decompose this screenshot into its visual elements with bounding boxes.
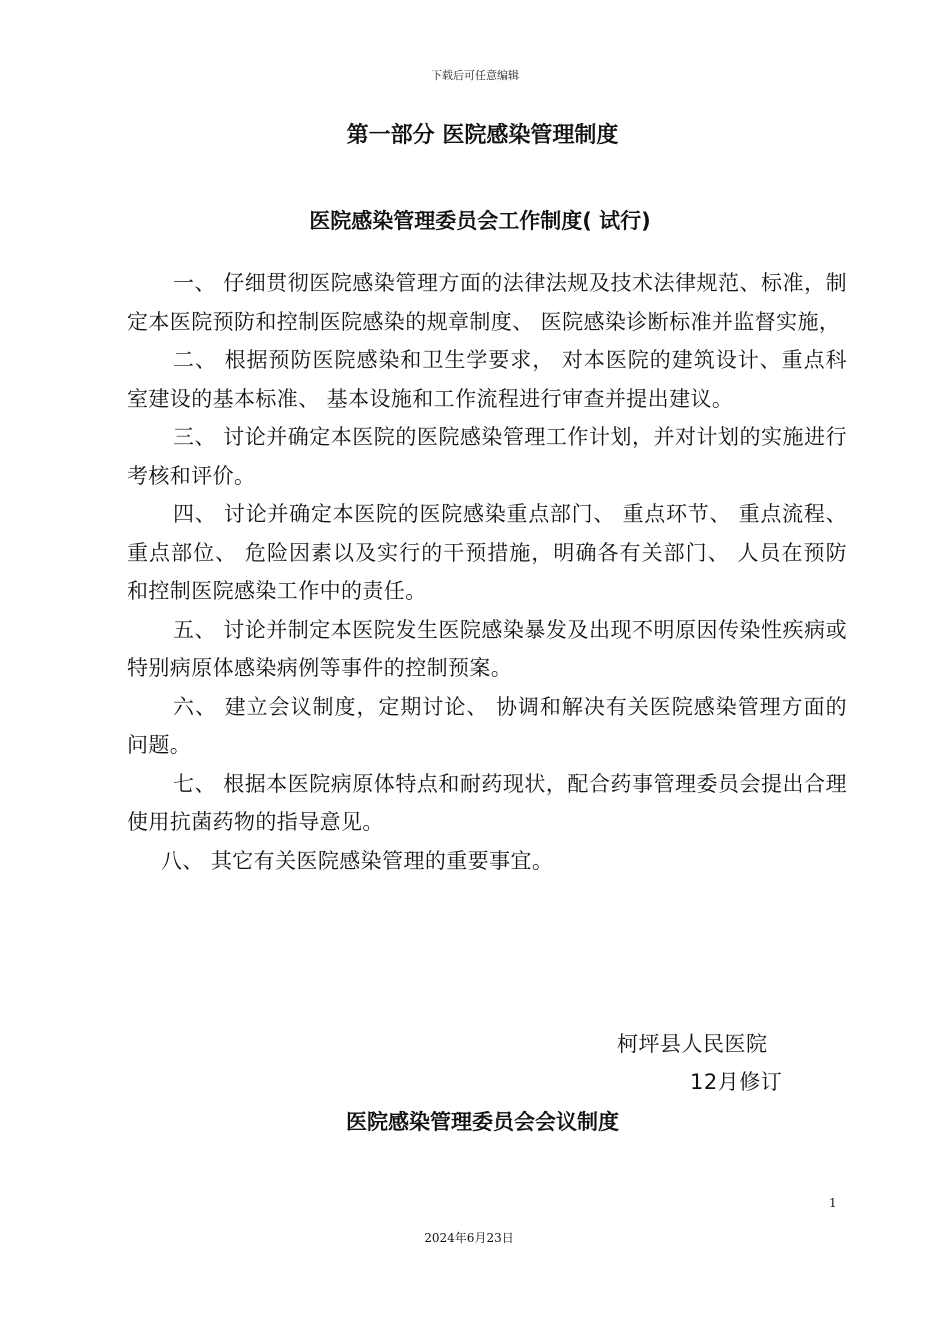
footer-date: 2024年6月23日 xyxy=(424,1231,514,1245)
regulation-item-2: 二、 根据预防医院感染和卫生学要求， 对本医院的建筑设计、重点科室建设的基本标准、 基本设施和工作流程进行审查并提出建议。 xyxy=(127,348,847,411)
regulation-item-1: 一、 仔细贯彻医院感染管理方面的法律法规及技术法律规范、标准，制定本医院预防和控制医院感染的规章制度、 医院感染诊断标准并监督实施， xyxy=(127,271,847,334)
header-note: 下载后可任意编辑 xyxy=(431,69,519,82)
regulation-item-5: 五、 讨论并制定本医院发生医院感染暴发及出现不明原因传染性疾病或特别病原体感染病例等事件的控制预案。 xyxy=(127,617,847,680)
regulation-item-8: 八、 其它有关医院感染管理的重要事宜。 xyxy=(161,848,554,873)
next-section-title: 医院感染管理委员会会议制度 xyxy=(346,1110,619,1134)
regulation-item-6: 六、 建立会议制度，定期讨论、 协调和解决有关医院感染管理方面的问题。 xyxy=(127,694,847,757)
signature-date: 12月修订 xyxy=(690,1070,783,1094)
page-number: 1 xyxy=(829,1196,837,1210)
regulation-item-7: 七、 根据本医院病原体特点和耐药现状，配合药事管理委员会提出合理使用抗菌药物的指导意见。 xyxy=(127,771,847,834)
regulation-item-3: 三、 讨论并确定本医院的医院感染管理工作计划，并对计划的实施进行考核和评价。 xyxy=(127,425,847,488)
signature-organization: 柯坪县人民医院 xyxy=(617,1032,768,1056)
part-title: 第一部分 医院感染管理制度 xyxy=(346,123,619,148)
regulation-body xyxy=(127,264,847,880)
regulation-item-4: 四、 讨论并确定本医院的医院感染重点部门、 重点环节、 重点流程、 重点部位、 危险因素以及实行的干预措施，明确各有关部门、 人员在预防和控制医院感染工作中的责任。 xyxy=(127,502,847,603)
document-title: 医院感染管理委员会工作制度( 试行) xyxy=(309,209,651,233)
